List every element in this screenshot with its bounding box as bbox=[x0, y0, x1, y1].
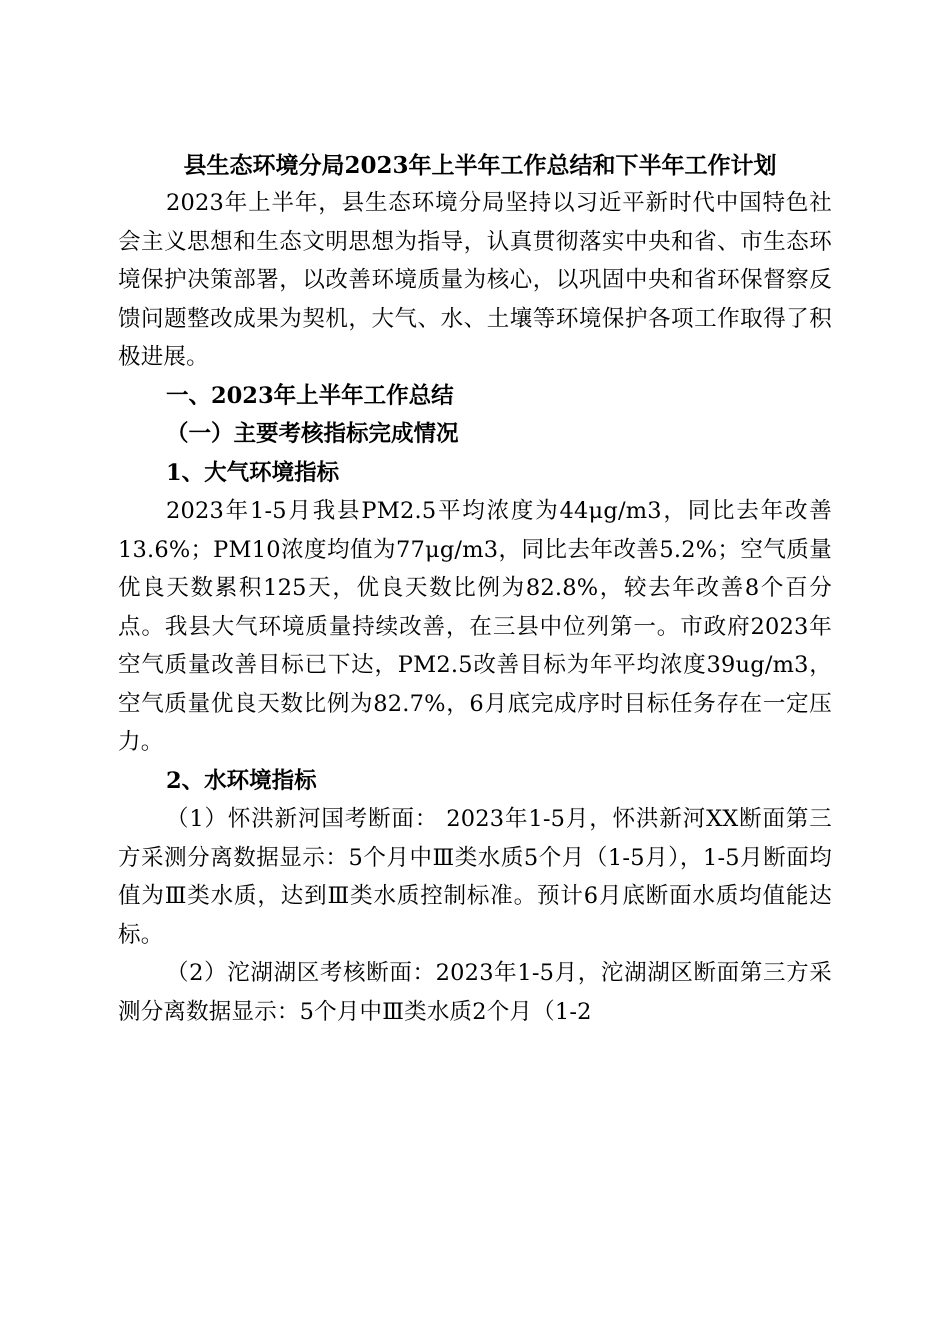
water-indicator-paragraph-2: （2）沱湖湖区考核断面：2023年1-5月，沱湖湖区断面第三方采测分离数据显示：5个月中Ⅲ类水质2个月（1-2 bbox=[118, 960, 832, 1025]
section-heading-1: 一、2023年上半年工作总结 bbox=[166, 382, 454, 409]
water-indicator-paragraph-1: （1）怀洪新河国考断面： 2023年1-5月，怀洪新河XX断面第三方采测分离数据显示：5个月中Ⅲ类水质5个月（1-5月），1-5月断面均值为Ⅲ类水质，达到Ⅲ类水质控制标准。预计6月底断面水质均值能达标。 bbox=[118, 806, 832, 948]
air-indicator-paragraph: 2023年1-5月我县PM2.5平均浓度为44μg/m3，同比去年改善13.6%；PM10浓度均值为77μg/m3，同比去年改善5.2%；空气质量优良天数累积125天，优良天数比例为82.8%，较去年改善8个百分点。我县大气环境质量持续改善，在三县中位列第一。市政府2023年空气质量改善目标已下达，PM2.5改善目标为年平均浓度39ug/m3，空气质量优良天数比例为82.7%，6月底完成序时目标任务存在一定压力。 bbox=[118, 498, 832, 755]
item-heading-water: 2、水环境指标 bbox=[166, 767, 317, 794]
intro-paragraph: 2023年上半年，县生态环境分局坚持以习近平新时代中国特色社会主义思想和生态文明思想为指导，认真贯彻落实中央和省、市生态环境保护决策部署，以改善环境质量为核心，以巩固中央和省环保督察反馈问题整改成果为契机，大气、水、土壤等环境保护各项工作取得了积极进展。 bbox=[118, 190, 832, 370]
document-title: 县生态环境分局2023年上半年工作总结和下半年工作计划 bbox=[183, 152, 777, 179]
subsection-heading-1: （一）主要考核指标完成情况 bbox=[166, 421, 459, 447]
document-page bbox=[118, 148, 832, 1031]
item-heading-air: 1、大气环境指标 bbox=[166, 459, 340, 486]
